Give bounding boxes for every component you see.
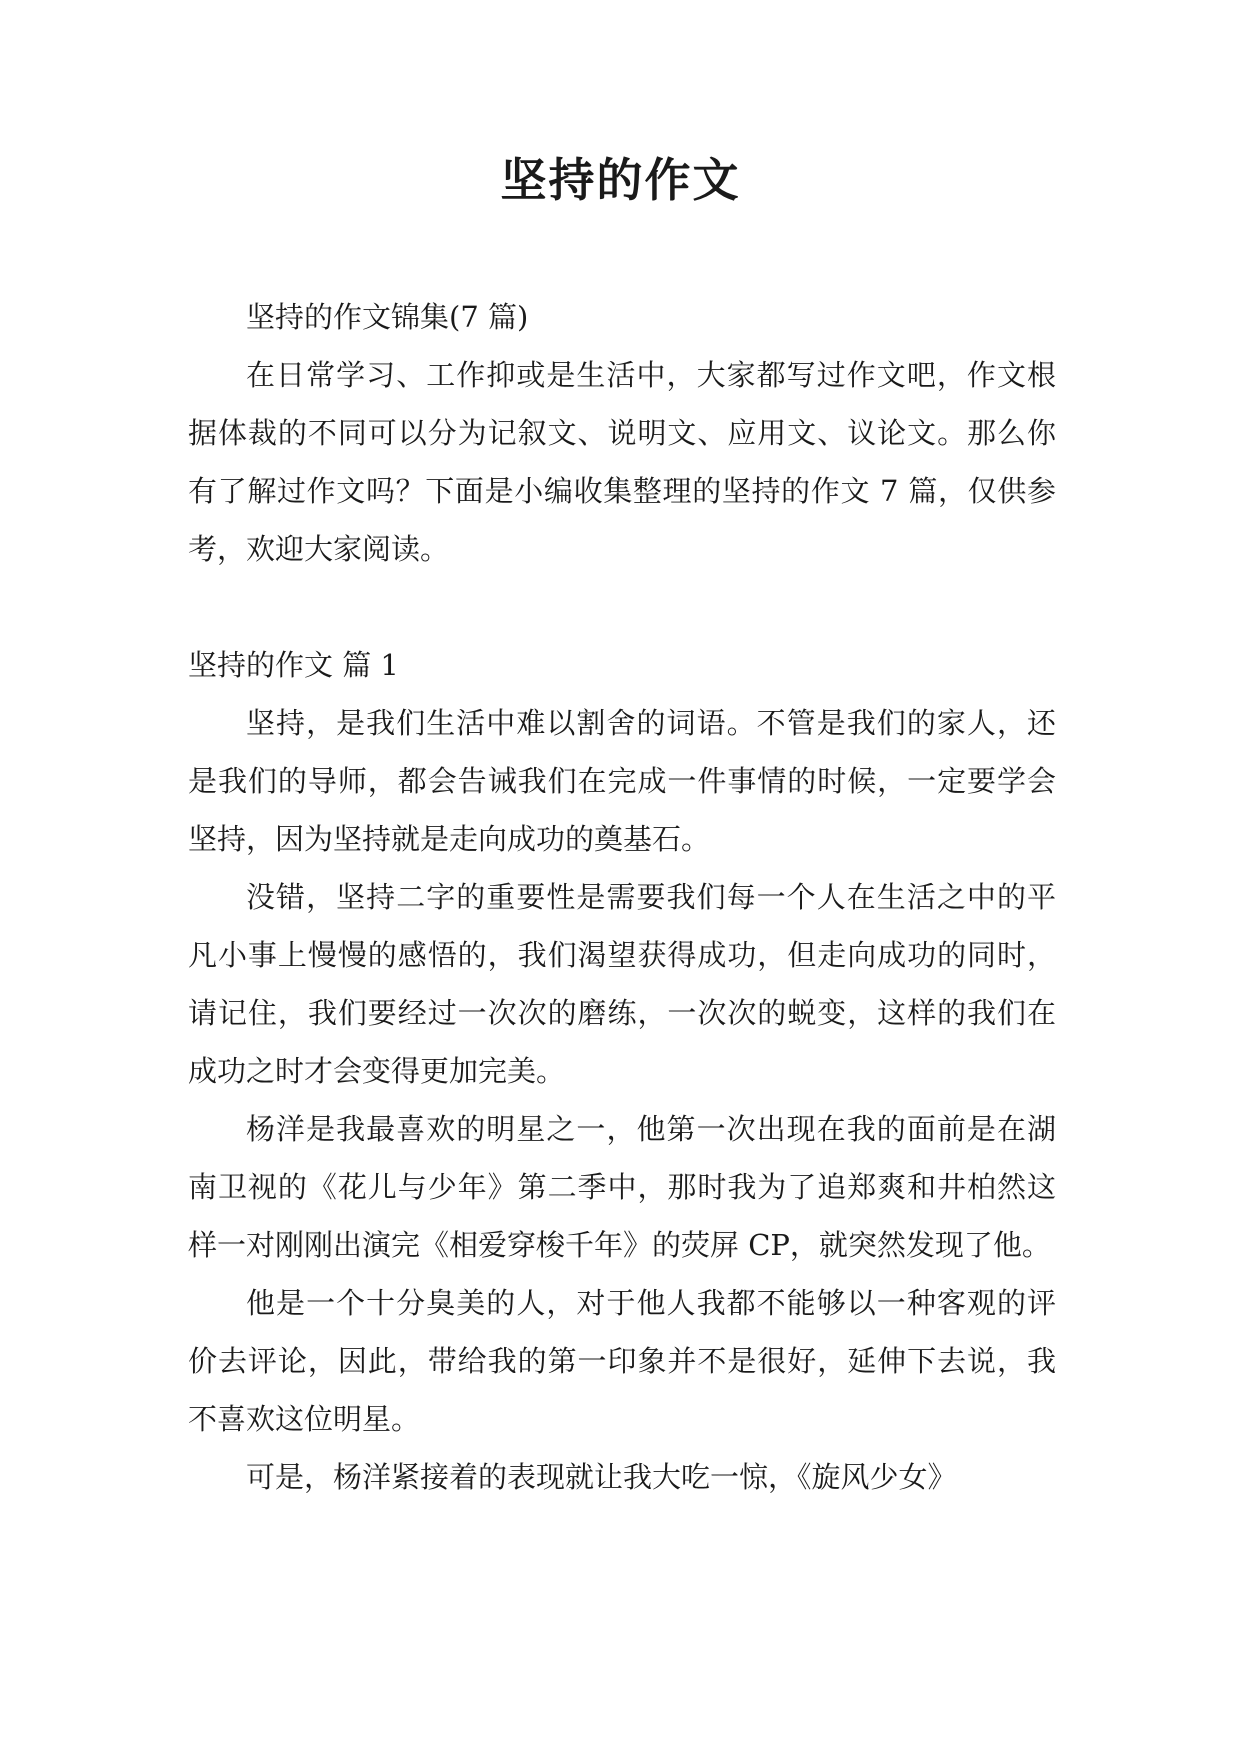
body-paragraph: 杨洋是我最喜欢的明星之一，他第一次出现在我的面前是在湖南卫视的《花儿与少年》第二季中，那时我为了追郑爽和井柏然这样一对刚刚出演完《相爱穿梭千年》的荧屏 CP，就突然发现了他。 xyxy=(188,1112,1056,1262)
body-paragraph: 他是一个十分臭美的人，对于他人我都不能够以一种客观的评价去评论，因此，带给我的第一印象并不是很好，延伸下去说，我不喜欢这位明星。 xyxy=(188,1286,1056,1436)
body-paragraph: 可是，杨洋紧接着的表现就让我大吃一惊，《旋风少女》 xyxy=(246,1460,957,1494)
body-paragraph: 没错，坚持二字的重要性是需要我们每一个人在生活之中的平凡小事上慢慢的感悟的，我们渴望获得成功，但走向成功的同时，请记住，我们要经过一次次的磨练，一次次的蜕变，这样的我们在成功之时才会变得更加完美。 xyxy=(188,880,1056,1088)
body-paragraph: 坚持，是我们生活中难以割舍的词语。不管是我们的家人，还是我们的导师，都会告诫我们在完成一件事情的时候，一定要学会坚持，因为坚持就是走向成功的奠基石。 xyxy=(188,706,1056,856)
intro-paragraph: 在日常学习、工作抑或是生活中，大家都写过作文吧，作文根据体裁的不同可以分为记叙文、说明文、应用文、议论文。那么你有了解过作文吗？下面是小编收集整理的坚持的作文 7 篇，仅供参考，欢迎大家阅读。 xyxy=(188,358,1056,566)
document-subtitle: 坚持的作文锦集(7 篇) xyxy=(246,300,529,334)
document-body xyxy=(188,288,1056,1506)
document-title: 坚持的作文 xyxy=(500,153,741,207)
section-heading: 坚持的作文 篇 1 xyxy=(188,648,399,682)
